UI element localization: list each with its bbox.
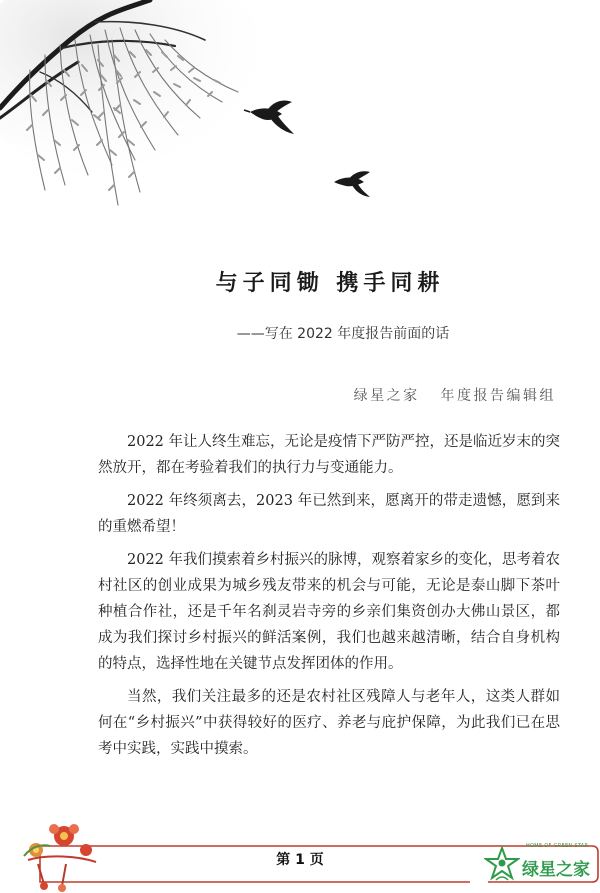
willow-swallow-illustration: [0, 0, 380, 215]
preface-body: [98, 429, 560, 769]
paragraph: 当然，我们关注最多的还是农村社区残障人与老年人，这类人群如何在“乡村振兴”中获得较好的医疗、养老与庇护保障，为此我们已在思考中实践，实践中摸索。: [98, 689, 560, 757]
page-number: 第 1 页: [276, 852, 324, 868]
paragraph: 2022 年我们摸索着乡村振兴的脉博，观察着家乡的变化，思考着农村社区的创业成果为城乡残友带来的机会与可能，无论是泰山脚下茶叶种植合作社，还是千年名刹灵岩寺旁的乡亲们集资创办大佛山景区，都成为我们探讨乡村振兴的鲜活案例，我们也越来越清晰，结合自身机构的特点，选择性地在关键节点发挥团体的作用。: [98, 552, 561, 672]
logo-chinese-text: 绿星之家: [522, 860, 590, 880]
editorial-signature: 绿星之家 年度报告编辑组: [353, 388, 556, 404]
report-title: 与子同锄 携手同耕: [215, 270, 445, 296]
star-icon: [484, 844, 520, 884]
report-subtitle: ——写在 2022 年度报告前面的话: [236, 326, 450, 342]
paragraph: 2022 年终须离去，2023 年已然到来，愿离开的带走遗憾，愿到来的重燃希望！: [98, 493, 560, 535]
paragraph: 2022 年让人终生难忘，无论是疫情下严防严控，还是临近岁末的突然放开，都在考验着我们的执行力与变通能力。: [98, 434, 561, 476]
green-star-logo: [484, 840, 596, 886]
logo-english-text: HOME OF GREEN STAR: [526, 843, 589, 849]
page-footer: [0, 816, 600, 893]
